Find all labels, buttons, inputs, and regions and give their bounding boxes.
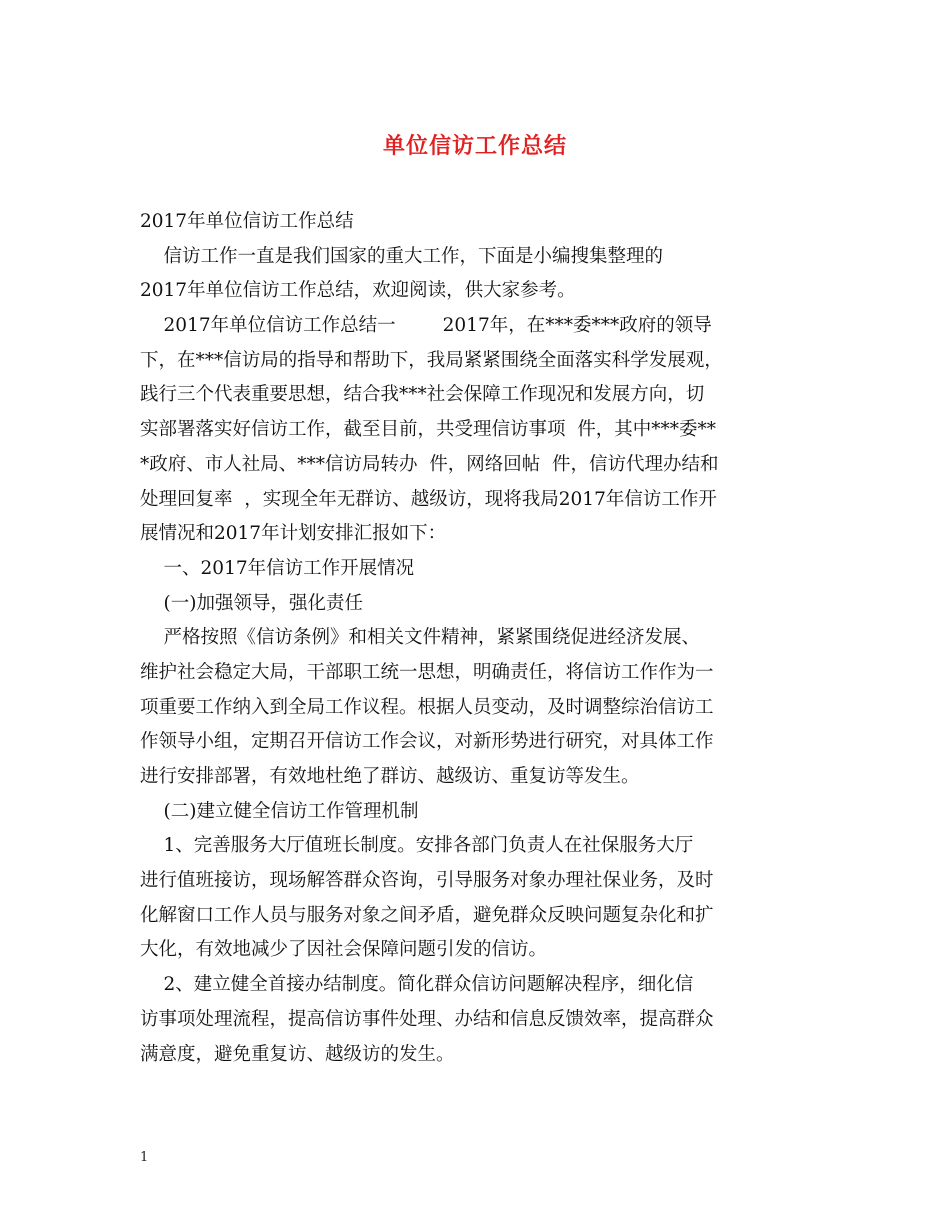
text-line: (二)建立健全信访工作管理机制 [140, 800, 419, 822]
text-line: 满意度，避免重复访、越级访的发生。 [140, 1043, 455, 1065]
text-line: 1、完善服务大厅值班长制度。安排各部门负责人在社保服务大厅 [140, 835, 694, 857]
text-line: 进行安排部署，有效地杜绝了群访、越级访、重复访等发生。 [140, 766, 640, 787]
text-line: 进行值班接访，现场解答群众咨询，引导服务对象办理社保业务，及时 [140, 870, 714, 892]
text-line: 下，在***信访局的指导和帮助下，我局紧紧围绕全面落实科学发展观， [140, 349, 723, 371]
text-line: 2、建立健全首接办结制度。简化群众信访问题解决程序，细化信 [140, 974, 694, 996]
text-line: 一、2017年信访工作开展情况 [140, 557, 415, 579]
document-title: 单位信访工作总结 [382, 134, 567, 159]
text-line: *政府、市人社局、***信访局转办 件，网络回帖 件，信访代理办结和 [140, 453, 719, 475]
text-line: 2017年单位信访工作总结一 2017年，在***委***政府的领导 [140, 315, 712, 337]
text-line: 实部署落实好信访工作，截至目前，共受理信访事项 件，其中***委** [140, 419, 717, 441]
text-line: 项重要工作纳入到全局工作议程。根据人员变动，及时调整综治信访工 [140, 696, 714, 718]
text-line: 维护社会稳定大局，干部职工统一思想，明确责任，将信访工作作为一 [140, 661, 714, 683]
text-line: 2017年单位信访工作总结 [140, 211, 354, 232]
text-line: 践行三个代表重要思想，结合我***社会保障工作现况和发展方向，切 [140, 384, 705, 406]
text-line: 处理回复率 ，实现全年无群访、越级访，现将我局2017年信访工作开 [140, 488, 717, 510]
text-line: 作领导小组，定期召开信访工作会议，对新形势进行研究，对具体工作 [140, 731, 714, 753]
document-body [140, 205, 816, 1072]
text-line: 大化，有效地减少了因社会保障问题引发的信访。 [140, 939, 548, 961]
text-line: 2017年单位信访工作总结，欢迎阅读，供大家参考。 [140, 280, 576, 302]
text-line: 化解窗口工作人员与服务对象之间矛盾，避免群众反映问题复杂化和扩 [140, 904, 714, 926]
text-line: (一)加强领导，强化责任 [140, 592, 363, 614]
text-line: 信访工作一直是我们国家的重大工作，下面是小编搜集整理的 [140, 245, 664, 267]
text-line: 严格按照《信访条例》和相关文件精神，紧紧围绕促进经济发展、 [140, 627, 701, 649]
text-line: 访事项处理流程，提高信访事件处理、办结和信息反馈效率，提高群众 [140, 1008, 714, 1030]
page-number: 1 [140, 1150, 149, 1165]
text-line: 展情况和2017年计划安排汇报如下： [140, 523, 447, 545]
